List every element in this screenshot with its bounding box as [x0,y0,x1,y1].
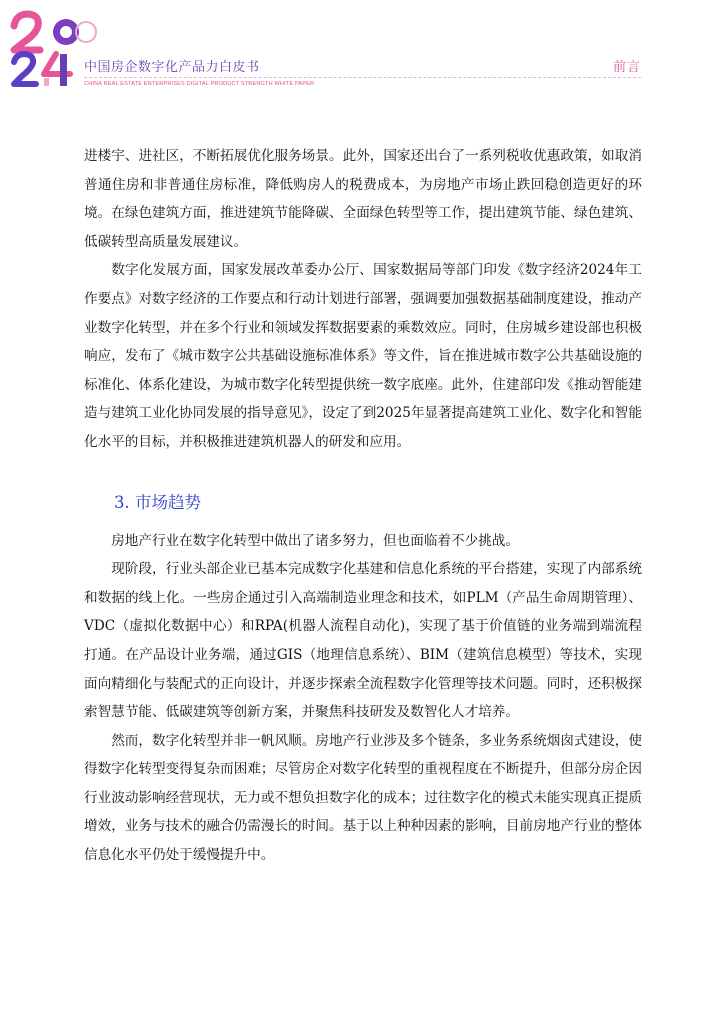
header-subtitle: CHINA REAL ESTATE ENTERPRISES DIGITAL PRODUCT STRENGTH WHITE PAPER [84,81,315,87]
paragraph: 现阶段，行业头部企业已基本完成数字化基建和信息化系统的平台搭建，实现了内部系统和数据的线上化。一些房企通过引入高端制造业理念和技术，如PLM（产品生命周期管理）、VDC（虚拟化数据中心）和RPA(机器人流程自动化)，实现了基于价值链的业务端到端流程打通。在产品设计业务端，通过GIS（地理信息系统）、BIM（建筑信息模型）等技术，实现面向精细化与装配式的正向设计，并逐步探索全流程数字化管理等技术问题。同时，还积极探索智慧节能、低碳建筑等创新方案，并聚焦科技研发及数智化人才培养。 [84,561,642,721]
logo-2024 [10,10,100,90]
paragraph: 进楼宇、进社区，不断拓展优化服务场景。此外，国家还出台了一系列税收优惠政策，如取消普通住房和非普通住房标准，降低购房人的税费成本，为房地产市场止跌回稳创造更好的环境。在绿色建筑方面，推进建筑节能降碳、全面绿色转型等工作，提出建筑节能、绿色建筑、低碳转型高质量发展建议。 [84,148,642,250]
paragraph: 数字化发展方面，国家发展改革委办公厅、国家数据局等部门印发《数字经济2024年工作要点》对数字经济的工作要点和行动计划进行部署，强调要加强数据基础制度建设，推动产业数字化转型，并在多个行业和领域发挥数据要素的乘数效应。同时，住房城乡建设部也积极响应，发布了《城市数字公共基础设施标准体系》等文件，旨在推进城市数字公共基础设施的标准化、体系化建设，为城市数字化转型提供统一数字底座。此外，住建部印发《推动智能建造与建筑工业化协同发展的指导意见》，设定了到2025年显著提高建筑工业化、数字化和智能化水平的目标，并积极推进建筑机器人的研发和应用。 [84,262,642,450]
section-title: 3. 市场趋势 [114,492,201,512]
header-title: 中国房企数字化产品力白皮书 [84,60,260,75]
paragraph: 房地产行业在数字化转型中做出了诸多努力，但也面临着不少挑战。 [111,532,519,549]
paragraph: 然而，数字化转型并非一帆风顺。房地产行业涉及多个链条，多业务系统烟囱式建设，使得数字化转型变得复杂而困难；尽管房企对数字化转型的重视程度在不断提升，但部分房企因行业波动影响经营现状，无力或不想负担数字化的成本；过往数字化的模式未能实现真正提质增效，业务与技术的融合仍需漫长的时间。基于以上种种因素的影响，目前房地产行业的整体信息化水平仍处于缓慢提升中。 [84,732,642,864]
header-section-label: 前言 [612,60,641,75]
header-divider [84,77,641,78]
body-content [84,142,642,870]
